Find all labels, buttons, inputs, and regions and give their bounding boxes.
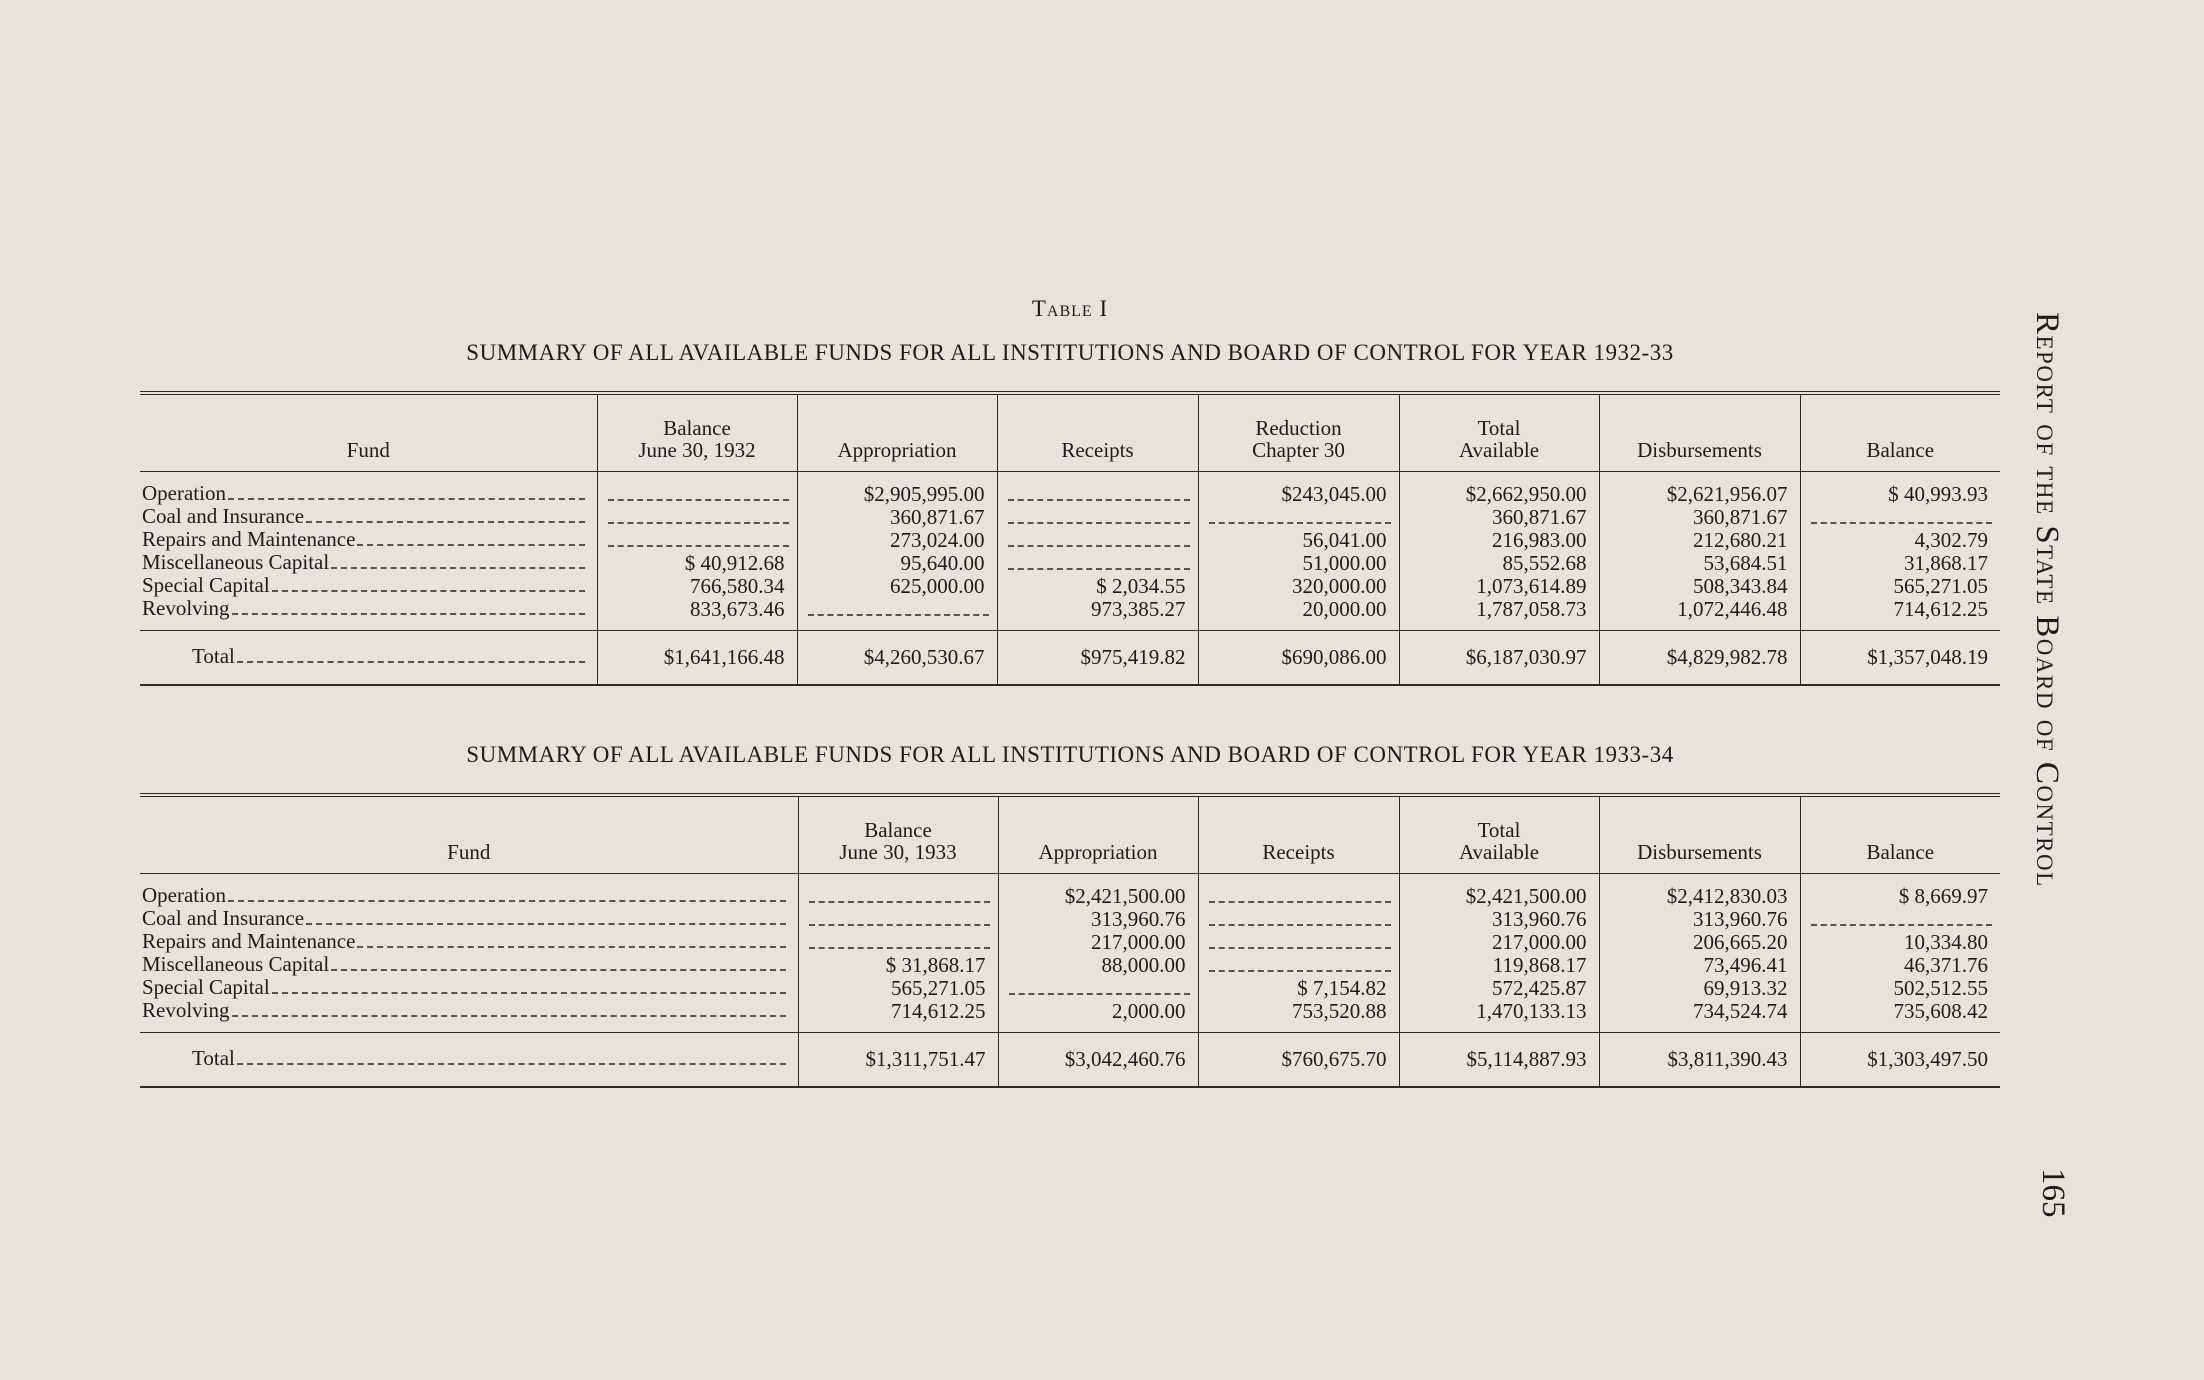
table-row (140, 930, 2000, 953)
amount-cell: 212,680.21 (1599, 528, 1800, 551)
dash-leader (608, 487, 789, 501)
dot-leader (237, 1062, 786, 1065)
empty-cell (997, 472, 1198, 506)
column-header: Balance (1800, 393, 2000, 472)
amount-cell: 217,000.00 (1399, 930, 1599, 953)
column-header: Total Available (1399, 393, 1599, 472)
total-amount-cell: $6,187,030.97 (1399, 631, 1599, 686)
table-row (140, 874, 2000, 908)
fund-name-cell (140, 551, 597, 574)
dot-leader (331, 968, 785, 971)
empty-cell (1800, 907, 2000, 930)
column-header: Appropriation (797, 393, 997, 472)
column-header: Disbursements (1599, 795, 1800, 874)
empty-cell (997, 528, 1198, 551)
amount-cell: 1,470,133.13 (1399, 999, 1599, 1033)
column-header: Total Available (1399, 795, 1599, 874)
fund-name-cell (140, 597, 597, 631)
total-leader (192, 645, 585, 668)
empty-cell (1800, 505, 2000, 528)
dash-leader (809, 935, 990, 949)
column-header: Balance June 30, 1932 (597, 393, 797, 472)
amount-cell: 1,073,614.89 (1399, 574, 1599, 597)
amount-cell: $ 31,868.17 (798, 953, 998, 976)
total-amount-cell: $3,042,460.76 (998, 1033, 1198, 1088)
amount-cell: 625,000.00 (797, 574, 997, 597)
fund-name-cell (140, 574, 597, 597)
table2-caption: SUMMARY OF ALL AVAILABLE FUNDS FOR ALL INSTITUTIONS AND BOARD OF CONTROL FOR YEAR 1933-34 (466, 742, 1674, 767)
fund-name-cell (140, 930, 798, 953)
amount-cell: 320,000.00 (1198, 574, 1399, 597)
amount-cell: $2,621,956.07 (1599, 472, 1800, 506)
table2 (140, 793, 2000, 1088)
amount-cell: 2,000.00 (998, 999, 1198, 1033)
amount-cell: 1,072,446.48 (1599, 597, 1800, 631)
amount-cell: 73,496.41 (1599, 953, 1800, 976)
amount-cell: 53,684.51 (1599, 551, 1800, 574)
fund-name-leader (142, 528, 585, 551)
amount-cell: $ 40,912.68 (597, 551, 797, 574)
dot-leader (357, 543, 584, 546)
amount-cell: 360,871.67 (1399, 505, 1599, 528)
dot-leader (331, 566, 584, 569)
amount-cell: $2,421,500.00 (998, 874, 1198, 908)
amount-cell: 734,524.74 (1599, 999, 1800, 1033)
column-header: Fund (140, 393, 597, 472)
amount-cell: 51,000.00 (1198, 551, 1399, 574)
empty-cell (798, 907, 998, 930)
fund-name-leader (142, 884, 786, 907)
table-row (140, 505, 2000, 528)
dash-leader (1008, 533, 1190, 547)
dot-leader (272, 589, 585, 592)
column-header: Reduction Chapter 30 (1198, 393, 1399, 472)
table-row (140, 976, 2000, 999)
fund-name-leader (142, 551, 585, 574)
table-number: Table I (1031, 296, 1109, 321)
table1-total-row (140, 631, 2000, 686)
dash-leader (1209, 889, 1391, 903)
column-header: Balance June 30, 1933 (798, 795, 998, 874)
fund-name: Coal and Insurance (142, 505, 305, 528)
dash-leader (1209, 935, 1391, 949)
total-amount-cell: $5,114,887.93 (1399, 1033, 1599, 1088)
dash-leader (1008, 487, 1190, 501)
empty-cell (798, 874, 998, 908)
dash-leader (1209, 958, 1391, 972)
fund-name-cell (140, 953, 798, 976)
dash-leader (809, 912, 990, 926)
amount-cell: 10,334.80 (1800, 930, 2000, 953)
amount-cell: 360,871.67 (797, 505, 997, 528)
dot-leader (272, 991, 786, 994)
amount-cell: 360,871.67 (1599, 505, 1800, 528)
dash-leader (1811, 510, 1993, 524)
column-header: Fund (140, 795, 798, 874)
fund-name-leader (142, 505, 585, 528)
fund-name: Miscellaneous Capital (142, 551, 330, 574)
empty-cell (597, 528, 797, 551)
dot-leader (232, 1014, 786, 1017)
total-amount-cell: $1,311,751.47 (798, 1033, 998, 1088)
fund-name-leader (142, 482, 585, 505)
total-amount-cell: $975,419.82 (997, 631, 1198, 686)
table-row (140, 528, 2000, 551)
dash-leader (608, 533, 789, 547)
table1-body (140, 472, 2000, 631)
amount-cell: 69,913.32 (1599, 976, 1800, 999)
fund-name: Operation (142, 481, 226, 505)
total-amount-cell: $3,811,390.43 (1599, 1033, 1800, 1088)
fund-name-cell (140, 976, 798, 999)
amount-cell: 85,552.68 (1399, 551, 1599, 574)
column-header: Receipts (1198, 795, 1399, 874)
empty-cell (597, 505, 797, 528)
total-label-cell (140, 1033, 798, 1088)
dash-leader (608, 510, 789, 524)
table-row (140, 574, 2000, 597)
total-amount-cell: $760,675.70 (1198, 1033, 1399, 1088)
empty-cell (1198, 907, 1399, 930)
amount-cell: $2,905,995.00 (797, 472, 997, 506)
column-header: Balance (1800, 795, 2000, 874)
dot-leader (228, 899, 786, 902)
dash-leader (1008, 510, 1190, 524)
table-row (140, 597, 2000, 631)
empty-cell (997, 505, 1198, 528)
dash-leader (809, 889, 990, 903)
amount-cell: 31,868.17 (1800, 551, 2000, 574)
amount-cell: 735,608.42 (1800, 999, 2000, 1033)
fund-name: Repairs and Maintenance (142, 930, 356, 953)
fund-name-cell (140, 999, 798, 1033)
amount-cell: $ 2,034.55 (997, 574, 1198, 597)
total-amount-cell: $1,357,048.19 (1800, 631, 2000, 686)
table-row (140, 953, 2000, 976)
amount-cell: $2,662,950.00 (1399, 472, 1599, 506)
amount-cell: 206,665.20 (1599, 930, 1800, 953)
fund-name-cell (140, 528, 597, 551)
total-amount-cell: $1,641,166.48 (597, 631, 797, 686)
empty-cell (798, 930, 998, 953)
dot-leader (357, 945, 785, 948)
amount-cell: 572,425.87 (1399, 976, 1599, 999)
amount-cell: 508,343.84 (1599, 574, 1800, 597)
amount-cell: 273,024.00 (797, 528, 997, 551)
amount-cell: 766,580.34 (597, 574, 797, 597)
dash-leader (1008, 556, 1190, 570)
amount-cell: $2,421,500.00 (1399, 874, 1599, 908)
amount-cell: 313,960.76 (1599, 907, 1800, 930)
total-amount-cell: $690,086.00 (1198, 631, 1399, 686)
fund-name-leader (142, 953, 786, 976)
amount-cell: 973,385.27 (997, 597, 1198, 631)
table1-header-row (140, 393, 2000, 472)
dot-leader (228, 497, 585, 500)
fund-name-leader (142, 907, 786, 930)
fund-name-leader (142, 976, 786, 999)
empty-cell (997, 551, 1198, 574)
fund-name: Repairs and Maintenance (142, 528, 356, 551)
amount-cell: 1,787,058.73 (1399, 597, 1599, 631)
column-header: Disbursements (1599, 393, 1800, 472)
amount-cell: $243,045.00 (1198, 472, 1399, 506)
fund-name: Miscellaneous Capital (142, 953, 330, 976)
empty-cell (597, 472, 797, 506)
amount-cell: 565,271.05 (1800, 574, 2000, 597)
fund-name: Special Capital (142, 976, 270, 999)
fund-name: Revolving (142, 597, 230, 620)
amount-cell: 217,000.00 (998, 930, 1198, 953)
total-label: Total (192, 1046, 235, 1070)
dash-leader (1209, 510, 1391, 524)
fund-name-cell (140, 907, 798, 930)
empty-cell (1198, 874, 1399, 908)
fund-name-cell (140, 505, 597, 528)
amount-cell: 313,960.76 (1399, 907, 1599, 930)
total-amount-cell: $4,829,982.78 (1599, 631, 1800, 686)
amount-cell: 20,000.00 (1198, 597, 1399, 631)
fund-name-leader (142, 999, 786, 1022)
fund-name-leader (142, 597, 585, 620)
amount-cell: $ 40,993.93 (1800, 472, 2000, 506)
amount-cell: 313,960.76 (998, 907, 1198, 930)
empty-cell (1198, 505, 1399, 528)
amount-cell: $ 8,669.97 (1800, 874, 2000, 908)
amount-cell: 4,302.79 (1800, 528, 2000, 551)
table-row (140, 907, 2000, 930)
dot-leader (237, 660, 585, 663)
empty-cell (797, 597, 997, 631)
running-head: Report of the State Board of Control (2029, 312, 2065, 888)
amount-cell: 714,612.25 (798, 999, 998, 1033)
amount-cell: 833,673.46 (597, 597, 797, 631)
amount-cell: 216,983.00 (1399, 528, 1599, 551)
dash-leader (1209, 912, 1391, 926)
page-number: 165 (2035, 1168, 2071, 1218)
dash-leader (1009, 981, 1190, 995)
dash-leader (1811, 912, 1993, 926)
table1-caption: SUMMARY OF ALL AVAILABLE FUNDS FOR ALL INSTITUTIONS AND BOARD OF CONTROL FOR YEAR 1932-33 (466, 340, 1674, 365)
fund-name-leader (142, 930, 786, 953)
dot-leader (306, 520, 584, 523)
amount-cell: 88,000.00 (998, 953, 1198, 976)
table2-total-row (140, 1033, 2000, 1088)
table2-header-row (140, 795, 2000, 874)
total-amount-cell: $1,303,497.50 (1800, 1033, 2000, 1088)
fund-name: Operation (142, 883, 226, 907)
amount-cell: 714,612.25 (1800, 597, 2000, 631)
table-row (140, 999, 2000, 1033)
fund-name: Coal and Insurance (142, 907, 305, 930)
amount-cell: 502,512.55 (1800, 976, 2000, 999)
table-row (140, 472, 2000, 506)
fund-name: Special Capital (142, 574, 270, 597)
amount-cell: 46,371.76 (1800, 953, 2000, 976)
fund-name-cell (140, 472, 597, 506)
total-label-cell (140, 631, 597, 686)
fund-name-cell (140, 874, 798, 908)
dot-leader (306, 922, 785, 925)
fund-name-leader (142, 574, 585, 597)
empty-cell (1198, 930, 1399, 953)
total-amount-cell: $4,260,530.67 (797, 631, 997, 686)
fund-name: Revolving (142, 999, 230, 1022)
column-header: Appropriation (998, 795, 1198, 874)
amount-cell: $2,412,830.03 (1599, 874, 1800, 908)
dash-leader (808, 602, 989, 616)
table-row (140, 551, 2000, 574)
amount-cell: 95,640.00 (797, 551, 997, 574)
dot-leader (232, 612, 585, 615)
table1 (140, 391, 2000, 686)
amount-cell: 753,520.88 (1198, 999, 1399, 1033)
empty-cell (1198, 953, 1399, 976)
column-header: Receipts (997, 393, 1198, 472)
total-leader (192, 1047, 786, 1070)
amount-cell: 119,868.17 (1399, 953, 1599, 976)
empty-cell (998, 976, 1198, 999)
amount-cell: $ 7,154.82 (1198, 976, 1399, 999)
amount-cell: 56,041.00 (1198, 528, 1399, 551)
amount-cell: 565,271.05 (798, 976, 998, 999)
table2-body (140, 874, 2000, 1033)
total-label: Total (192, 644, 235, 668)
